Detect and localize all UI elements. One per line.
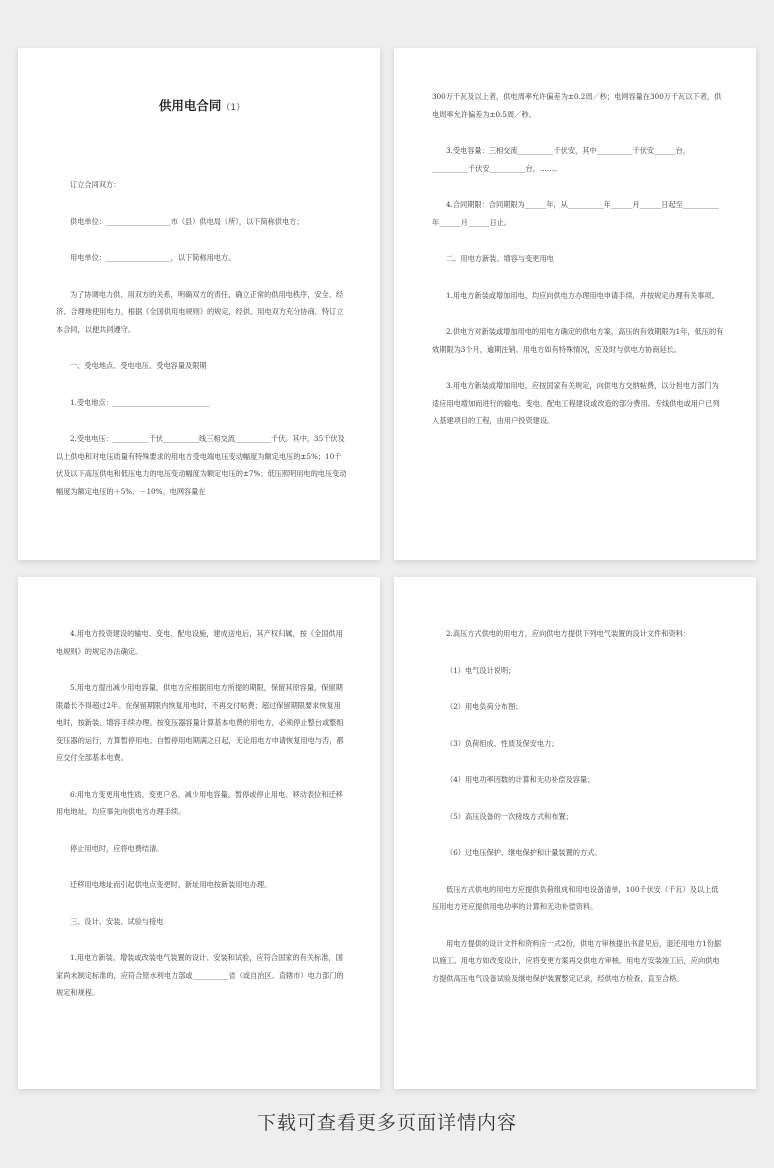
contract-title [56,96,348,114]
paragraph: 2.供电方对新装或增加用电的用电方确定的供电方案，高压的有效期限为1年，低压的有效期限为3个月，逾期注销。用电方如有特殊情况，应及时与供电方协商延长。 [432,327,724,354]
list-item: （6）过电压保护、继电保护和计量装置的方式。 [446,848,602,857]
paragraph: 为了协调电力供、用双方的关系，明确双方的责任，确立正常的供用电秩序，安全、经济、合理地使用电力，根据《全国供用电规则》的规定，经供、用电双方充分协商，特订立本合同，以便共同遵守。 [56,289,344,334]
paragraph: 1.用电方新装或增加用电，均应向供电方办理用电申请手续，并按规定办理有关事项。 [446,290,719,300]
paragraph: 300万千瓦及以上者，供电周率允许偏差为±0.2周／秒；电网容量在300万千瓦以下者，供电周率允许偏差为±0.5周／秒。 [432,92,722,119]
document-page-1 [18,48,380,560]
download-more-caption: 下载可查看更多页面详情内容 [256,1112,517,1134]
paragraph: 5.用电方提出减少用电容量，供电方应根据用电方所提的期限，保留其原容量，保留期限最长不得超过2年。在保留期限内恢复用电时，不再交付帖费；超过保留期限要求恢复用电时，按新装、增容手续办理。按变压器容量计算基本电费的用电方，必须停止整台或整组变压器的运行，方算暂停用电。自暂停用电期满之日起，无论用电方申请恢复用电与否，都应交付全部基本电费。 [56,683,344,762]
title-suffix: （1） [221,103,246,113]
paragraph: 供电单位：__________________市（县）供电局（所），以下简称供电方； [70,216,304,226]
paragraph: 低压方式供电的用电方应提供负荷组成和用电设备清单，100千伏安（千瓦）及以上低压用电方还应提供用电功率的计算和无功补偿资料。 [432,884,719,911]
paragraph: 1.用电方新装、增装或改装电气装置的设计、安装和试验，应符合国家的有关标准，国家尚未制定标准的，应符合原水利电力部或__________省（或自治区、直辖市）电力部门的规定和规程。 [56,953,344,997]
list-item: （4）用电功率因数的计算和无功补偿及容量； [446,775,595,784]
paragraph: 4.合同期限：合同期限为______年，从__________年______月______日起至__________年______月______日止。 [432,200,719,227]
paragraph: 2.高压方式供电的用电方，应向供电方提供下列电气装置的设计文件和资料： [446,629,691,638]
document-page-4 [394,577,756,1089]
paragraph: 1.受电地点：___________________________ [70,397,210,407]
paragraph: 2.受电电压：__________千伏__________线三相交流__________千伏。其中，35千伏及以上供电和对电压质量有特殊要求的用电方受电端电压变动幅度为额定电压的±5%；10千伏及以下高压供电和低压电力的电压变动幅度为额定电压的±7%；低压照明用电的电压变动幅度为额定电压的＋5%、－10%。电网容量在 [56,434,347,496]
document-page-2 [394,48,756,560]
paragraph: 用电单位：__________________，以下简称用电方。 [70,253,236,262]
paragraph: 订立合同双方： [70,180,121,189]
list-item: （2）用电负荷分布图； [446,702,523,711]
paragraph: 3.用电方新装或增加用电，应按国家有关规定，向供电方交纳帖费，以分担电力部门为适应用电增加而进行的输电、变电、配电工程建设或改造的部分费用。专线供电或用户已列入基建项目的工程，由用户投资建设。 [432,381,720,425]
paragraph: 4.用电方投资建设的输电、变电、配电设施，建成送电后，其产权归属，按《全国供用电规则》的规定办法确定。 [56,629,343,656]
section-heading: 一、受电地点、受电电压、受电容量及限期 [70,361,207,370]
title-text: 供用电合同 [158,98,222,113]
list-item: （1）电气设计说明； [446,665,516,675]
paragraph: 停止用电时，应将电费结清。 [70,843,164,853]
paragraph: 迁移用电地址而引起供电点变更时，新址用电按新装用电办理。 [70,880,272,889]
document-page-3 [18,577,380,1089]
paragraph: 3.受电容量：三相交流__________千伏安，其中__________千伏安______台，__________千伏安__________台，……。 [432,146,691,173]
paragraph: 用电方提供的设计文件和资料应一式2份，供电方审核提出书意见后，退还用电方1份据以施工。用电方如改变设计，应将变更方案再交供电方审核。用电方安装竣工后，应向供电方提供高压电气设备试验及继电保护装置整定记录，经供电方检查，直至合格。 [432,938,722,983]
section-heading: 三、设计、安装、试验与接电 [70,916,164,926]
section-heading: 二、用电方新装、增容与变更用电 [446,254,554,263]
list-item: （5）高压设备的一次接线方式和布置； [446,811,573,821]
list-item: （3）负荷组成、性质及保安电力； [446,738,559,748]
paragraph: 6.用电方变更用电性质、变更户名、减少用电容量、暂停或停止用电、移动表位和迁移用电地址，均应事先向供电方办理手续。 [56,789,343,816]
